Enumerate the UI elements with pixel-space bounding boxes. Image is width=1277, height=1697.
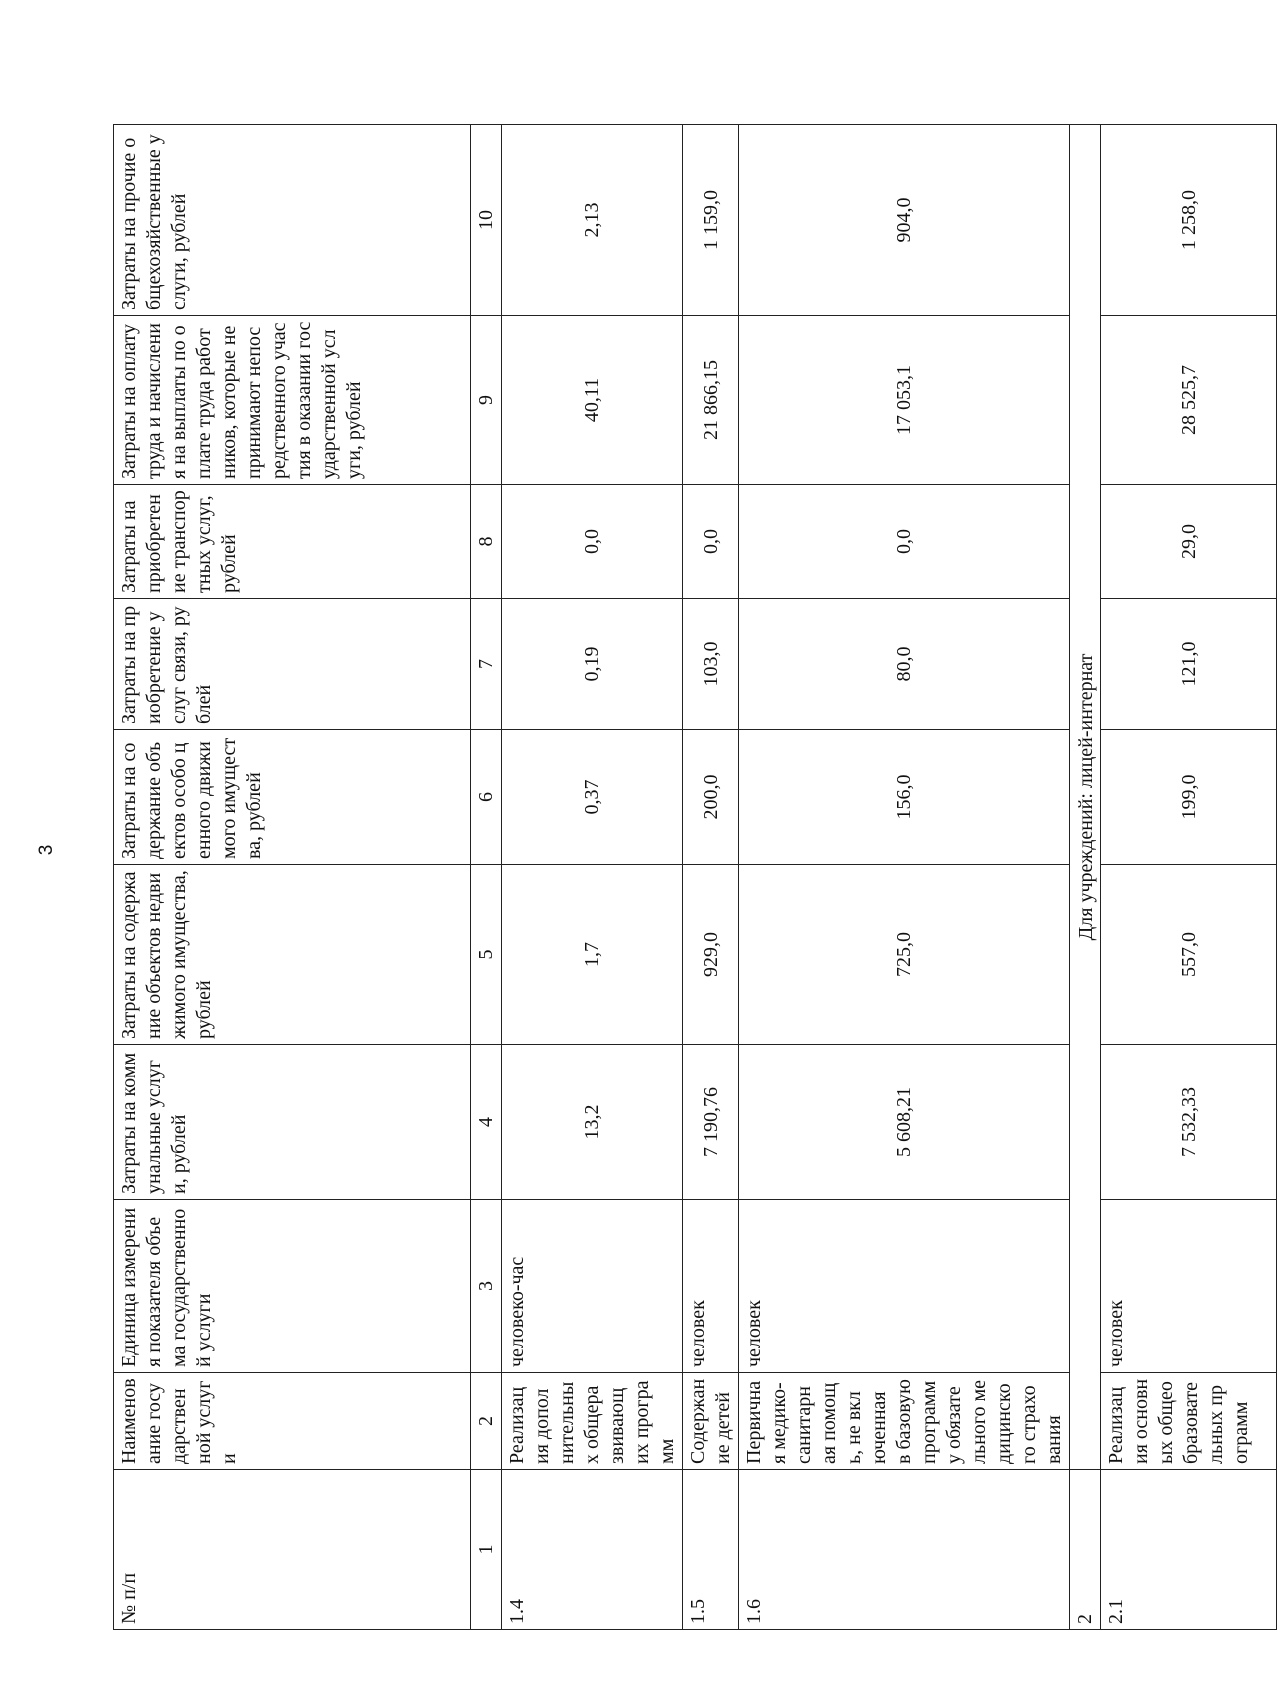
value-cell: 2,13 xyxy=(502,125,683,316)
row-number-cell: 2.1 xyxy=(1101,1470,1277,1630)
header-cell: Затраты на оплату труда и начисления на выплаты по оплате труда работников, которые не принимают непосредственного участия в оказании государственной услуги, рублей xyxy=(114,316,471,485)
header-cell: Наименование государственной услуги xyxy=(114,1373,471,1470)
column-number-cell: 7 xyxy=(471,599,502,730)
value-cell: 929,0 xyxy=(683,865,739,1045)
row-number-cell: 1.4 xyxy=(502,1470,683,1630)
value-cell: 17 053,1 xyxy=(739,316,1070,485)
value-cell: 0,0 xyxy=(683,485,739,599)
header-cell: Затраты на коммунальные услуги, рублей xyxy=(114,1045,471,1200)
section-title-cell: Для учреждений: лицей-интернат xyxy=(1070,125,1101,1470)
service-name-cell: Реализация дополнительных общеразвивающих программ xyxy=(502,1373,683,1470)
value-cell: 29,0 xyxy=(1101,485,1277,599)
section-row xyxy=(1070,125,1101,1630)
cost-table xyxy=(113,124,1277,1630)
header-cell: Затраты на приобретение услуг связи, рублей xyxy=(114,599,471,730)
value-cell: 557,0 xyxy=(1101,865,1277,1045)
value-cell: 1 159,0 xyxy=(683,125,739,316)
table-row xyxy=(739,125,1070,1630)
value-cell: 0,37 xyxy=(502,730,683,865)
table-row xyxy=(683,125,739,1630)
header-cell: Затраты на содержание объектов особо ценного движимого имущества, рублей xyxy=(114,730,471,865)
column-number-cell: 9 xyxy=(471,316,502,485)
value-cell: 200,0 xyxy=(683,730,739,865)
column-number-cell: 1 xyxy=(471,1470,502,1630)
header-cell: Затраты на содержание объектов недвижимого имущества, рублей xyxy=(114,865,471,1045)
value-cell: 1,7 xyxy=(502,865,683,1045)
value-cell: 199,0 xyxy=(1101,730,1277,865)
value-cell: 904,0 xyxy=(739,125,1070,316)
value-cell: 1 258,0 xyxy=(1101,125,1277,316)
header-cell: Затраты на прочие общехозяйственные услуги, рублей xyxy=(114,125,471,316)
row-number-cell: 1.5 xyxy=(683,1470,739,1630)
service-name-cell: Реализация основных общеобразовательных программ xyxy=(1101,1373,1277,1470)
value-cell: 725,0 xyxy=(739,865,1070,1045)
value-cell: 28 525,7 xyxy=(1101,316,1277,485)
value-cell: 40,11 xyxy=(502,316,683,485)
header-cell: Единица измерения показателя объема государственной услуги xyxy=(114,1200,471,1373)
column-number-cell: 6 xyxy=(471,730,502,865)
column-number-cell: 10 xyxy=(471,125,502,316)
value-cell: 0,19 xyxy=(502,599,683,730)
value-cell: 121,0 xyxy=(1101,599,1277,730)
value-cell: 13,2 xyxy=(502,1045,683,1200)
unit-cell: человек xyxy=(739,1200,1070,1373)
value-cell: 5 608,21 xyxy=(739,1045,1070,1200)
row-number-cell: 1.6 xyxy=(739,1470,1070,1630)
header-row xyxy=(114,125,471,1630)
page-number: 3 xyxy=(36,844,57,856)
header-cell: Затраты на приобретение транспортных услуг, рублей xyxy=(114,485,471,599)
service-name-cell: Первичная медико-санитарная помощь, не включенная в базовую программу обязательного медицинского страхования xyxy=(739,1373,1070,1470)
rotated-table-container xyxy=(113,125,1252,1630)
value-cell: 7 190,76 xyxy=(683,1045,739,1200)
section-number-cell: 2 xyxy=(1070,1470,1101,1630)
column-number-cell: 4 xyxy=(471,1045,502,1200)
value-cell: 103,0 xyxy=(683,599,739,730)
value-cell: 7 532,33 xyxy=(1101,1045,1277,1200)
column-number-cell: 3 xyxy=(471,1200,502,1373)
unit-cell: человек xyxy=(683,1200,739,1373)
value-cell: 0,0 xyxy=(739,485,1070,599)
table-row xyxy=(1101,125,1277,1630)
column-number-cell: 5 xyxy=(471,865,502,1045)
value-cell: 156,0 xyxy=(739,730,1070,865)
column-number-cell: 8 xyxy=(471,485,502,599)
unit-cell: человек xyxy=(1101,1200,1277,1373)
column-number-row xyxy=(471,125,502,1630)
unit-cell: человеко-час xyxy=(502,1200,683,1373)
value-cell: 0,0 xyxy=(502,485,683,599)
value-cell: 80,0 xyxy=(739,599,1070,730)
table-row xyxy=(502,125,683,1630)
column-number-cell: 2 xyxy=(471,1373,502,1470)
value-cell: 21 866,15 xyxy=(683,316,739,485)
service-name-cell: Содержание детей xyxy=(683,1373,739,1470)
header-cell: № п/п xyxy=(114,1470,471,1630)
